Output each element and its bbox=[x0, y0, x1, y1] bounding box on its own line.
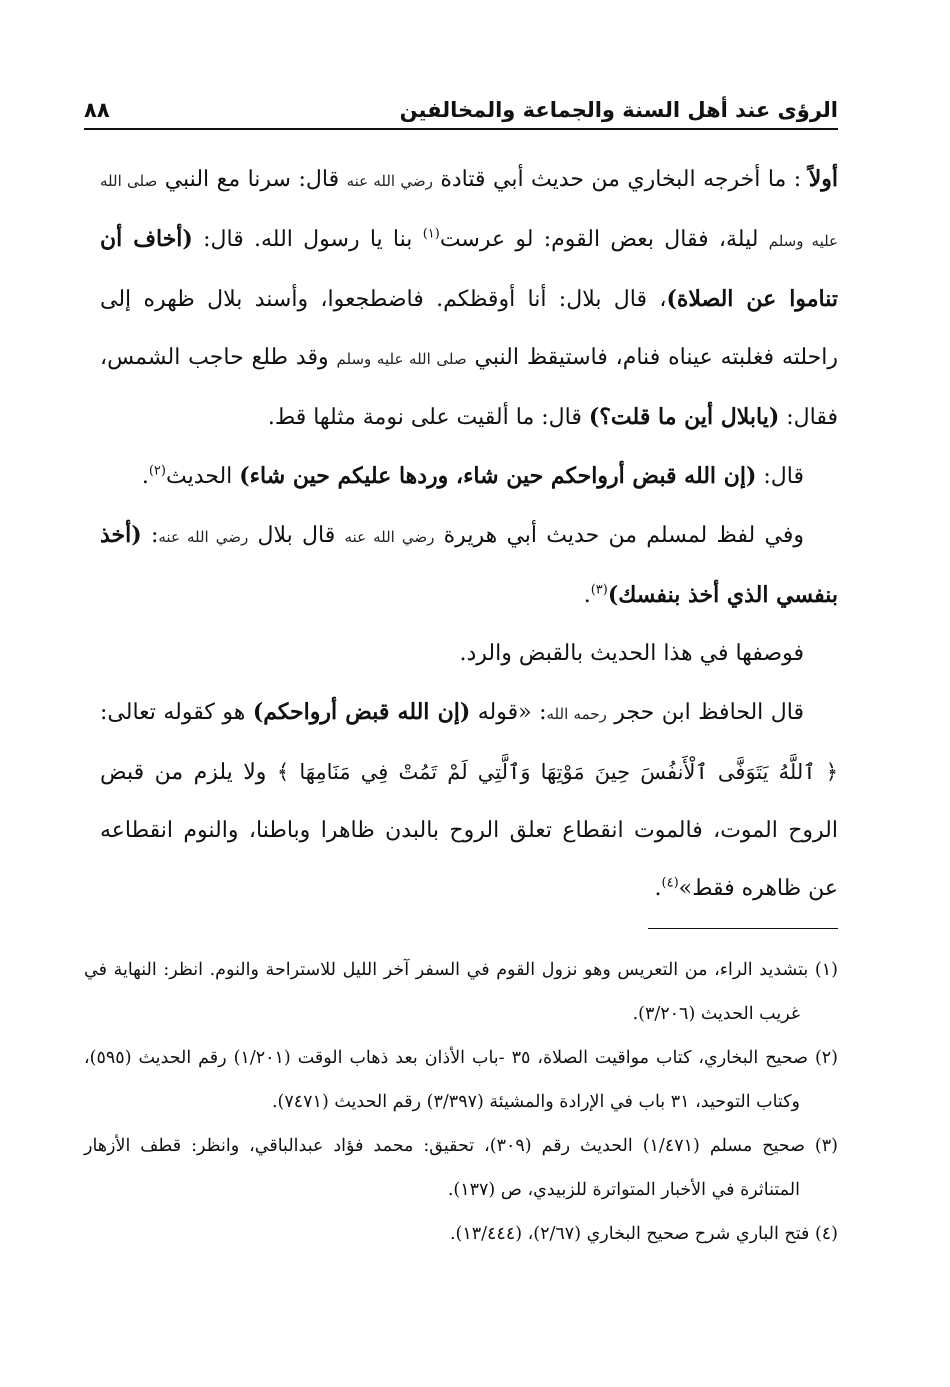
footnote-number: (٤) bbox=[814, 1224, 838, 1244]
header-rule bbox=[84, 128, 838, 130]
footnote-text: بتشديد الراء، من التعريس وهو نزول القوم في السفر آخر الليل للاستراحة والنوم. انظر: النهاية في غريب الحديث (٣/٢٠٦). bbox=[84, 960, 809, 1024]
text-run: ، قال بلال: أنا أوقظكم. فاضطجعوا، وأسند بلال ظهره إلى راحلته فغلبته عيناه فنام، فاستيقظ النبي bbox=[100, 287, 838, 370]
honorific: صلى الله عليه وسلم bbox=[100, 172, 839, 250]
footnote-text: صحيح البخاري، كتاب مواقيت الصلاة، ٣٥ -باب الأذان بعد ذهاب الوقت (١/٢٠١) رقم الحديث (٥٩٥)، وكتاب التوحيد، ٣١ باب في الإرادة والمشيئة (٣/٣٩٧) رقم الحديث (٧٤٧١). bbox=[84, 1048, 808, 1112]
footnote-1 bbox=[84, 948, 838, 1036]
footnote-number: (٢) bbox=[814, 1048, 838, 1068]
text-run: وقد طلع حاجب الشمس، فقال: bbox=[100, 345, 838, 430]
footnote-number: (٣) bbox=[814, 1136, 838, 1156]
running-header bbox=[84, 84, 838, 122]
text-run: قال: سرنا مع النبي bbox=[164, 167, 340, 192]
paragraph-3 bbox=[100, 506, 838, 625]
text-run: هو كقوله تعالى: bbox=[100, 700, 246, 725]
text-run: : «قوله bbox=[477, 700, 547, 725]
hadith-quote: (يابلال أين ما قلت؟) bbox=[588, 404, 780, 430]
paragraph-5 bbox=[100, 683, 838, 918]
footnote-rule bbox=[648, 928, 838, 929]
footnote-text: فتح الباري شرح صحيح البخاري (٢/٦٧)، (١٣/٤٤٤). bbox=[449, 1224, 810, 1244]
text-run: قال بلال bbox=[257, 523, 336, 548]
footnote-ref-2[interactable]: (٢) bbox=[148, 463, 166, 479]
footnote-3 bbox=[84, 1124, 838, 1212]
text-run: بنا يا رسول الله. قال: bbox=[203, 227, 413, 252]
text-run: وفي لفظ لمسلم من حديث أبي هريرة bbox=[443, 523, 804, 548]
quran-verse: ﴿ ٱللَّهُ يَتَوَفَّى ٱلْأَنفُسَ حِينَ مَوْتِهَا وَٱلَّتِي لَمْ تَمُتْ فِي مَنَامِهَا ﴾ bbox=[276, 760, 838, 784]
hadith-quote: (إن الله قبض أرواحكم حين شاء، وردها عليكم حين شاء) bbox=[239, 463, 757, 489]
paragraph-1 bbox=[100, 150, 838, 447]
honorific: رضي الله عنه bbox=[346, 172, 433, 190]
footnote-ref-4[interactable]: (٤) bbox=[661, 875, 679, 891]
text-run: . bbox=[583, 583, 591, 608]
hadith-quote: (إن الله قبض أرواحكم) bbox=[252, 699, 471, 725]
paragraph-4 bbox=[100, 625, 838, 683]
main-text bbox=[100, 150, 838, 918]
text-run: الحديث bbox=[165, 464, 233, 489]
text-run: . bbox=[654, 876, 662, 901]
text-run: فوصفها في هذا الحديث بالقبض والرد. bbox=[459, 641, 804, 666]
footnote-number: (١) bbox=[814, 960, 838, 980]
honorific: رضي الله عنه bbox=[158, 528, 249, 546]
text-run: : ما أخرجه البخاري من حديث أبي قتادة bbox=[440, 167, 802, 192]
footnotes bbox=[84, 948, 838, 1256]
text-run: قال: ما ألقيت على نومة مثلها قط. bbox=[267, 405, 582, 430]
honorific: رحمه الله bbox=[546, 705, 607, 723]
lead-word: أولاً bbox=[808, 166, 838, 192]
honorific: رضي الله عنه bbox=[344, 528, 435, 546]
text-run: : bbox=[150, 523, 159, 548]
text-run: قال الحافظ ابن حجر bbox=[614, 700, 804, 725]
footnote-text: صحيح مسلم (١/٤٧١) الحديث رقم (٣٠٩)، تحقيق: محمد فؤاد عبدالباقي، وانظر: قطف الأزهار المتناثرة في الأخبار المتواترة للزبيدي، ص (١٣٧). bbox=[84, 1136, 805, 1200]
header-title: الرؤى عند أهل السنة والجماعة والمخالفين bbox=[399, 98, 838, 122]
paragraph-2 bbox=[100, 447, 838, 506]
hadith-quote: (أخذ بنفسي الذي أخذ بنفسك) bbox=[100, 522, 838, 608]
text-run: قال: bbox=[763, 464, 804, 489]
text-run: ولا يلزم من قبض الروح الموت، فالموت انقطاع تعلق الروح بالبدن ظاهرا وباطنا، والنوم انقطاعه عن ظاهره فقط» bbox=[100, 760, 838, 901]
footnote-ref-3[interactable]: (٣) bbox=[590, 582, 608, 598]
footnote-2 bbox=[84, 1036, 838, 1124]
hadith-quote: (أخاف أن تناموا عن الصلاة) bbox=[100, 226, 839, 312]
footnote-ref-1[interactable]: (١) bbox=[422, 226, 440, 242]
footnote-4 bbox=[84, 1212, 838, 1256]
honorific: صلى الله عليه وسلم bbox=[336, 350, 467, 368]
text-run: . bbox=[141, 464, 149, 489]
page-number: ٨٨ bbox=[84, 98, 110, 122]
text-run: ليلة، فقال بعض القوم: لو عرست bbox=[439, 227, 759, 252]
